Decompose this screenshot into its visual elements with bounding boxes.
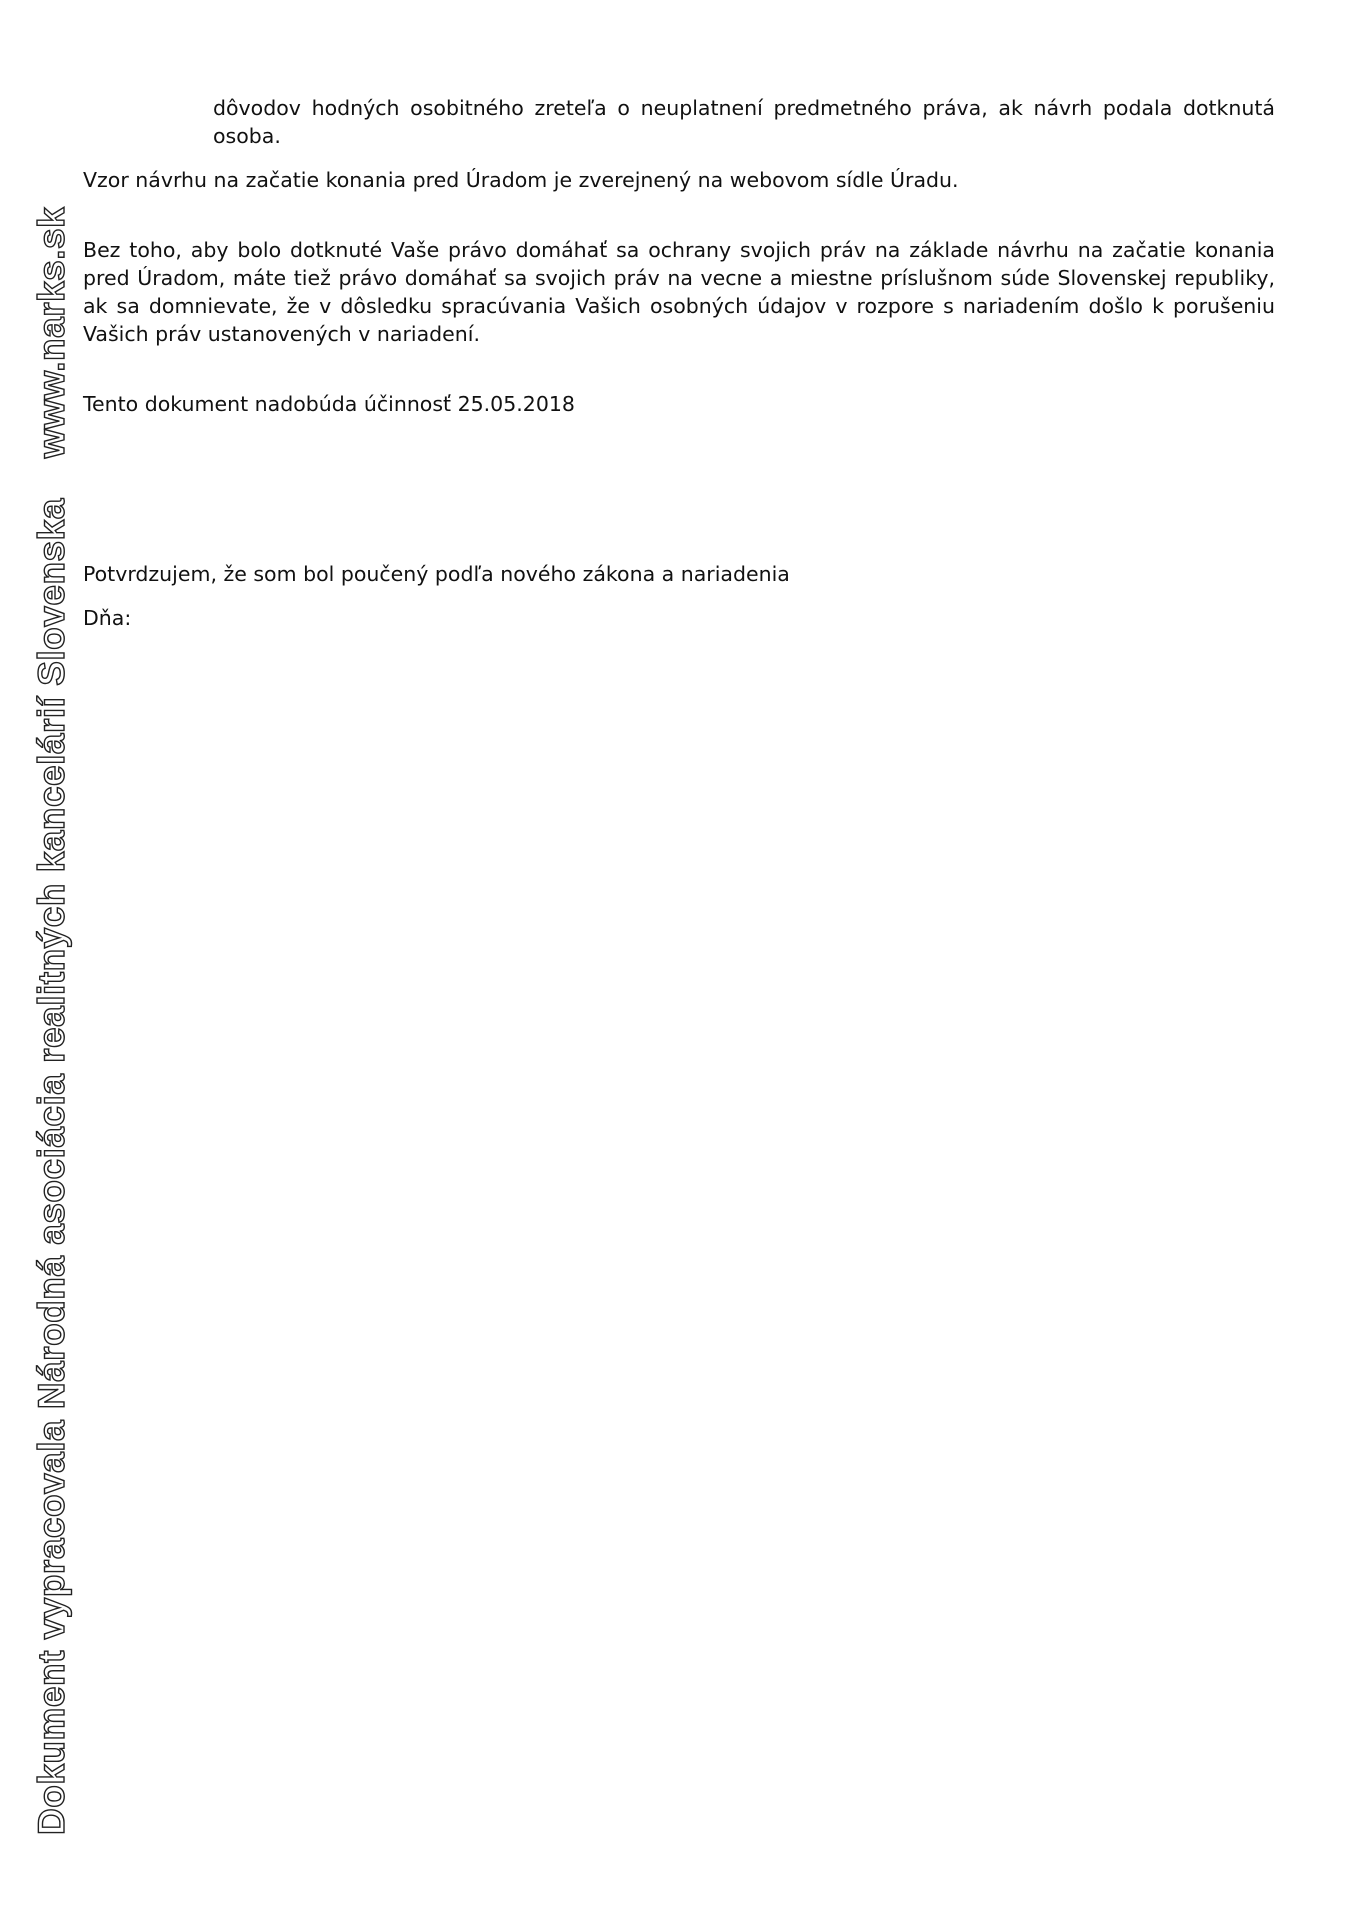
paragraph-proposal-template: Vzor návrhu na začatie konania pred Úradom je zverejnený na webovom sídle Úradu. (83, 168, 959, 192)
spacer (83, 348, 1275, 390)
spacer (83, 434, 1275, 560)
confirmation-statement: Potvrdzujem, že som bol poučený podľa nového zákona a nariadenia (83, 562, 790, 586)
paragraph-continuation: dôvodov hodných osobitného zreteľa o neuplatnení predmetného práva, ak návrh podala dotknutá osoba. (213, 96, 1275, 148)
watermark-organization-text: Dokument vypracovala Národná asociácia realitných kancelárií Slovenska (31, 498, 72, 1835)
date-field-label: Dňa: (83, 606, 132, 630)
side-watermark-banner (32, 75, 72, 1835)
document-body (83, 94, 1275, 632)
effective-date-statement: Tento dokument nadobúda účinnosť 25.05.2018 (83, 392, 575, 416)
watermark-url-text: www.narks.sk (31, 206, 72, 459)
paragraph-court-rights: Bez toho, aby bolo dotknuté Vaše právo domáhať sa ochrany svojich práv na základe návrhu na začatie konania pred Úradom, máte tiež právo domáhať sa svojich práv na vecne a miestne príslušnom súde Slovenskej republiky, ak sa domnievate, že v dôsledku spracúvania Vašich osobných údajov v rozpore s nariadením došlo k porušeniu Vašich práv ustanovených v nariadení. (83, 238, 1275, 346)
